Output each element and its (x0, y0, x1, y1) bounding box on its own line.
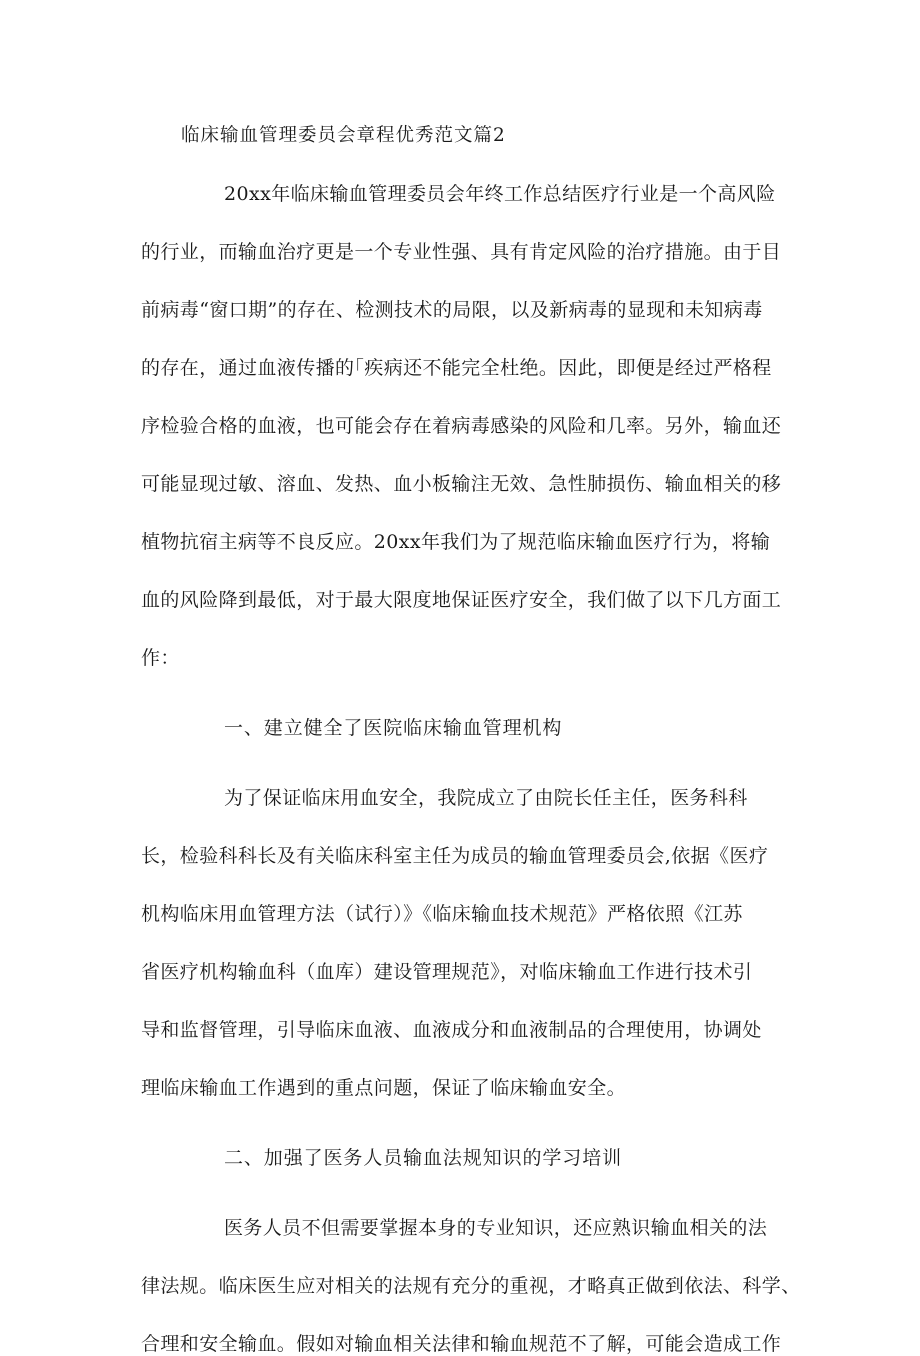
text-line: 可能显现过敏、溶血、发热、血小板输注无效、急性肺损伤、输血相关的移 (141, 473, 782, 495)
text-line: 机构临床用血管理方法（试行）》《临床输血技术规范》严格依照《江苏 (141, 903, 743, 925)
text-line: 导和监督管理，引导临床血液、血液成分和血液制品的合理使用，协调处 (141, 1019, 762, 1041)
section-heading-2: 二、加强了医务人员输血法规知识的学习培训 (224, 1147, 623, 1169)
text-line: 省医疗机构输血科（血库）建设管理规范》，对临床输血工作进行技术引 (141, 961, 753, 983)
text-line: 血的风险降到最低，对于最大限度地保证医疗安全，我们做了以下几方面工 (141, 589, 782, 611)
text-line: 序检验合格的血液，也可能会存在着病毒感染的风险和几率。另外，输血还 (141, 415, 782, 437)
text-line: 植物抗宿主病等不良反应。20xx年我们为了规范临床输血医疗行为，将输 (141, 531, 771, 553)
text-line: 律法规。临床医生应对相关的法规有充分的重视，才略真正做到依法、科学、 (141, 1275, 801, 1297)
text-line: 20xx年临床输血管理委员会年终工作总结医疗行业是一个高风险 (224, 183, 776, 205)
text-line: 长，检验科科长及有关临床科室主任为成员的输血管理委员会,依据《医疗 (141, 845, 769, 867)
text-line: 为了保证临床用血安全，我院成立了由院长任主任，医务科科 (224, 787, 748, 809)
text-line: 合理和安全输血。假如对输血相关法律和输血规范不了解，可能会造成工作 (141, 1333, 782, 1355)
text-line: 的存在，通过血液传播的｢疾病还不能完全杜绝。因此，即便是经过严格程 (141, 357, 772, 379)
section-heading-1: 一、建立健全了医院临床输血管理机构 (224, 717, 563, 739)
text-line: 的行业，而输血治疗更是一个专业性强、具有肯定风险的治疗措施。由于目 (141, 241, 782, 263)
document-title: 临床输血管理委员会章程优秀范文篇2 (181, 125, 506, 146)
text-line: 前病毒“窗口期”的存在、检测技术的局限，以及新病毒的显现和未知病毒 (141, 299, 763, 321)
text-line: 理临床输血工作遇到的重点问题，保证了临床输血安全。 (141, 1077, 627, 1099)
text-line: 医务人员不但需要掌握本身的专业知识，还应熟识输血相关的法 (224, 1217, 768, 1239)
text-line: 作： (141, 647, 180, 669)
